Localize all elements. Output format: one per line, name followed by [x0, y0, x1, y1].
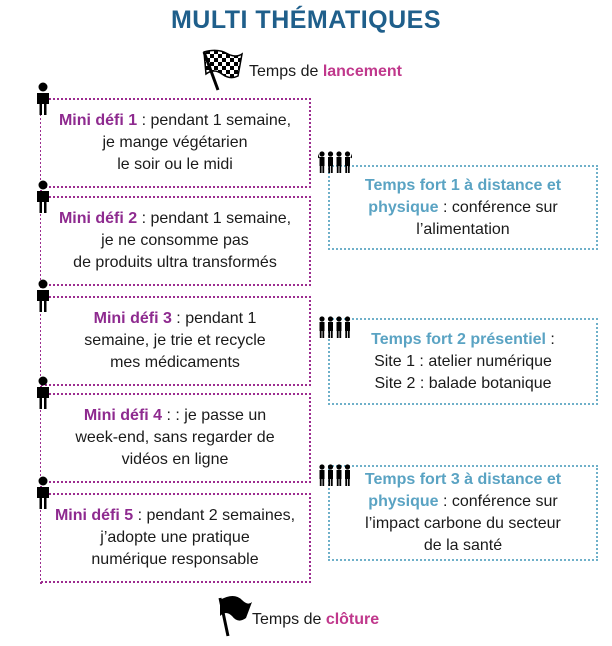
mini-defi-label: Mini défi 5: [54, 507, 134, 524]
temps-fort-text: Site 1 : atelier numérique: [374, 352, 552, 370]
closing-prefix: Temps de: [252, 611, 326, 628]
mini-defi-text: le soir ou le midi: [117, 156, 233, 173]
mini-defi-label: Mini défi 2: [58, 210, 138, 227]
temps-fort-label: Temps fort 1 à distance et: [364, 176, 562, 194]
temps-fort-label: physique: [368, 493, 439, 510]
mini-defi-text: numérique responsable: [91, 551, 259, 568]
mini-defi-3: [41, 296, 311, 386]
mini-defi-text: : pendant 1: [171, 310, 257, 327]
temps-fort-text: l’alimentation: [416, 220, 510, 238]
person-icon: [34, 476, 52, 510]
temps-fort-3: [328, 465, 598, 561]
temps-fort-2: [328, 318, 598, 405]
mini-defi-2: [41, 196, 311, 286]
person-icon: [34, 180, 52, 214]
closing-milestone: [252, 611, 379, 629]
mini-defi-5: [41, 493, 311, 583]
page-title: MULTI THÉMATIQUES: [170, 6, 442, 34]
group-icon: [318, 316, 352, 338]
mini-defi-text: : pendant 1 semaine,: [137, 112, 292, 129]
mini-defi-label: Mini défi 3: [93, 310, 172, 327]
mini-defi-1: [41, 98, 311, 188]
mini-defi-text: : pendant 2 semaines,: [133, 507, 296, 524]
person-icon: [34, 376, 52, 410]
temps-fort-text: de la santé: [423, 537, 503, 554]
closing-highlight: clôture: [325, 611, 380, 628]
temps-fort-label: physique: [368, 198, 439, 216]
temps-fort-1: [328, 165, 598, 250]
temps-fort-text: Site 2 : balade botanique: [374, 374, 552, 392]
temps-fort-label: Temps fort 3 à distance et: [364, 471, 562, 488]
mini-defi-text: : : je passe un: [162, 407, 267, 424]
mini-defi-text: mes médicaments: [110, 354, 240, 371]
person-icon: [34, 279, 52, 313]
person-icon: [34, 82, 52, 116]
flag-icon: [212, 592, 252, 638]
mini-defi-text: de produits ultra transformés: [73, 254, 277, 271]
mini-defi-label: Mini défi 4: [83, 407, 163, 424]
mini-defi-text: vidéos en ligne: [121, 451, 229, 468]
launch-prefix: Temps de: [249, 63, 323, 80]
launch-milestone: [249, 63, 402, 81]
mini-defi-text: week-end, sans regarder de: [75, 429, 275, 446]
mini-defi-text: semaine, je trie et recycle: [84, 332, 266, 349]
temps-fort-text: : conférence sur: [438, 198, 558, 216]
group-icon: [318, 151, 352, 173]
launch-highlight: lancement: [322, 63, 402, 80]
temps-fort-text: l’impact carbone du secteur: [365, 515, 561, 532]
mini-defi-text: je ne consomme pas: [101, 232, 249, 249]
mini-defi-text: j’adopte une pratique: [100, 529, 250, 546]
temps-fort-label: Temps fort 2 présentiel: [371, 330, 546, 348]
group-icon: [318, 464, 352, 486]
checkered-flag-icon: [198, 46, 244, 92]
mini-defi-4: [41, 393, 311, 483]
mini-defi-text: je mange végétarien: [102, 134, 248, 151]
temps-fort-text: : conférence sur: [438, 493, 558, 510]
mini-defi-label: Mini défi 1: [58, 112, 138, 129]
mini-defi-text: : pendant 1 semaine,: [137, 210, 292, 227]
temps-fort-text: :: [545, 330, 555, 348]
